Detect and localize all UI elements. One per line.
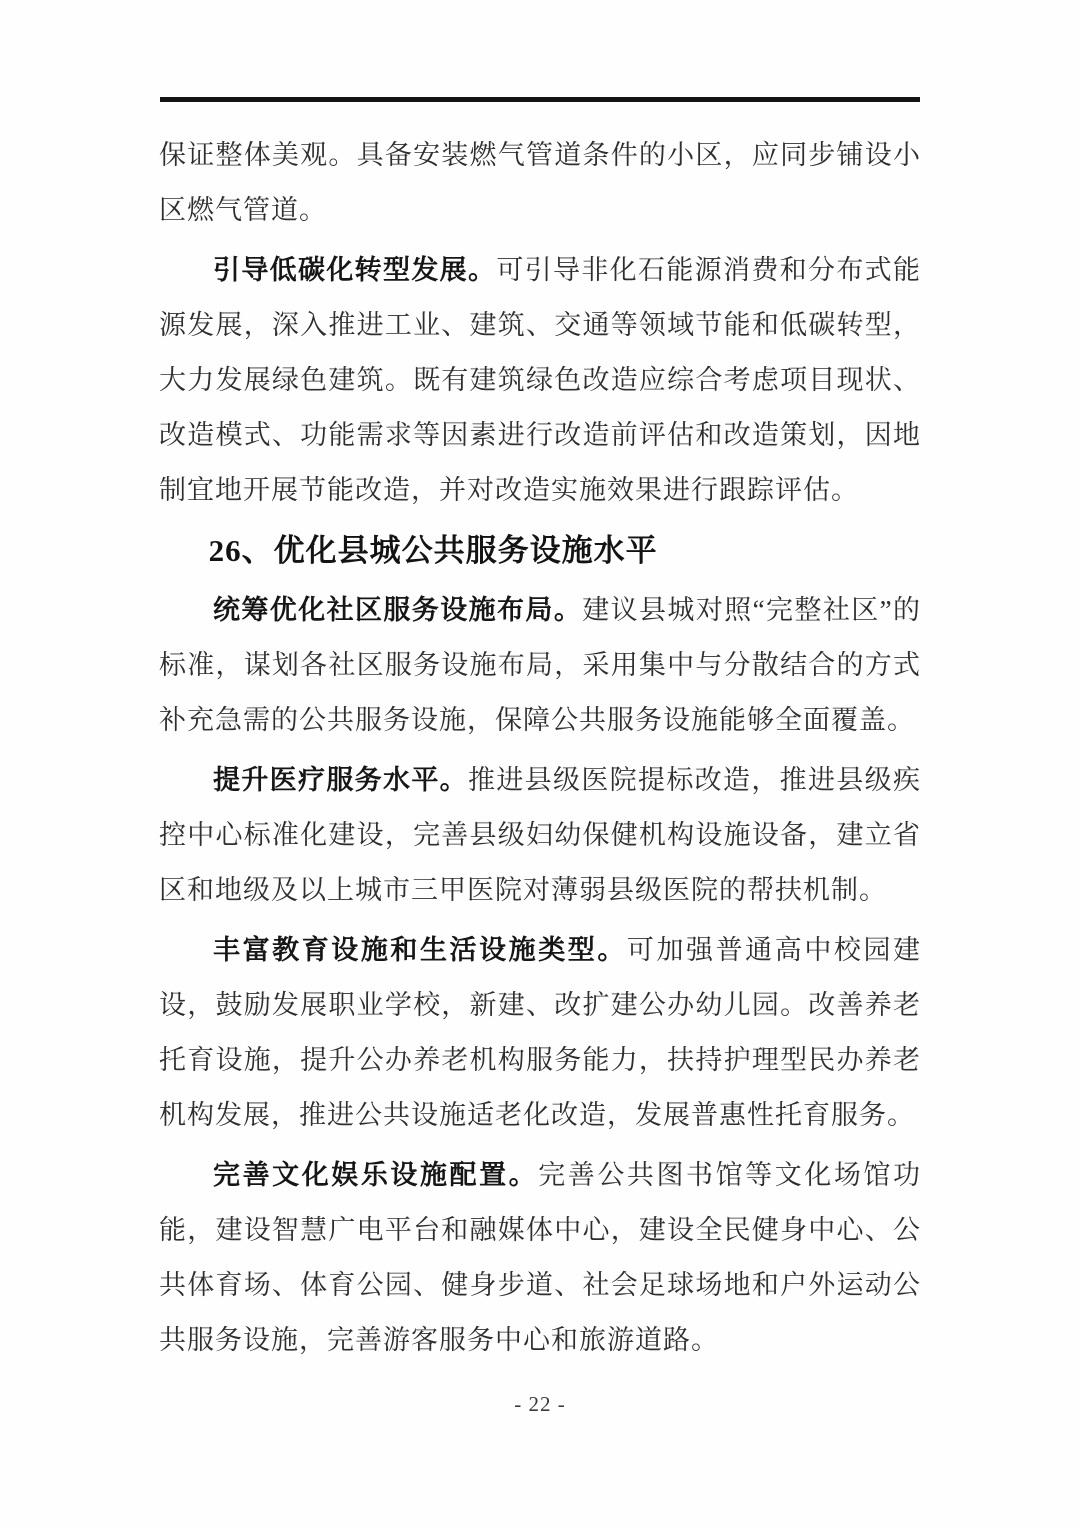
paragraph-body: 完善公共图书馆等文化场馆功能，建设智慧广电平台和融媒体中心，建设全民健身中心、公共体育场、体育公园、健身步道、社会足球场地和户外运动公共服务设施，完善游客服务中心和旅游道路。 xyxy=(159,1160,922,1355)
paragraph-body: 可引导非化石能源消费和分布式能源发展，深入推进工业、建筑、交通等领域节能和低碳转型，大力发展绿色建筑。既有建筑绿色改造应综合考虑项目现状、改造模式、功能需求等因素进行改造前评估和改造策划，因地制宜地开展节能改造，并对改造实施效果进行跟踪评估。 xyxy=(159,255,922,505)
paragraph-culture-entertainment xyxy=(159,1148,921,1368)
paragraph-lead: 统筹优化社区服务设施布局。 xyxy=(213,595,583,625)
section-heading: 26、优化县城公共服务设施水平 xyxy=(208,533,658,568)
paragraph-body: 可加强普通高中校园建设，鼓励发展职业学校，新建、改扩建公办幼儿园。改善养老托育设施，提升公办养老机构服务能力，扶持护理型民办养老机构发展，推进公共设施适老化改造，发展普惠性托育服务。 xyxy=(159,935,922,1130)
paragraph-lead: 引导低碳化转型发展。 xyxy=(213,255,497,285)
paragraph-body: 保证整体美观。具备安装燃气管道条件的小区，应同步铺设小区燃气管道。 xyxy=(159,140,921,225)
header-rule xyxy=(160,97,920,102)
paragraph-body: 推进县级医院提标改造，推进县级疾控中心标准化建设，完善县级妇幼保健机构设施设备，建立省区和地级及以上城市三甲医院对薄弱县级医院的帮扶机制。 xyxy=(159,765,921,905)
paragraph-medical-services xyxy=(159,753,921,918)
paragraph-lead: 丰富教育设施和生活设施类型。 xyxy=(213,935,627,965)
paragraph-body: 建议县城对照“完整社区”的标准，谋划各社区服务设施布局，采用集中与分散结合的方式补充急需的公共服务设施，保障公共服务设施能够全面覆盖。 xyxy=(159,595,922,735)
paragraph-community-services xyxy=(159,583,921,748)
paragraph-lead: 提升医疗服务水平。 xyxy=(213,765,468,795)
paragraph-education-facilities xyxy=(159,923,921,1143)
paragraph-low-carbon xyxy=(159,243,921,518)
paragraph-continuation xyxy=(159,128,921,238)
paragraph-lead: 完善文化娱乐设施配置。 xyxy=(213,1160,539,1190)
page-number: - 22 - xyxy=(514,1392,566,1416)
document-content xyxy=(159,128,921,1373)
